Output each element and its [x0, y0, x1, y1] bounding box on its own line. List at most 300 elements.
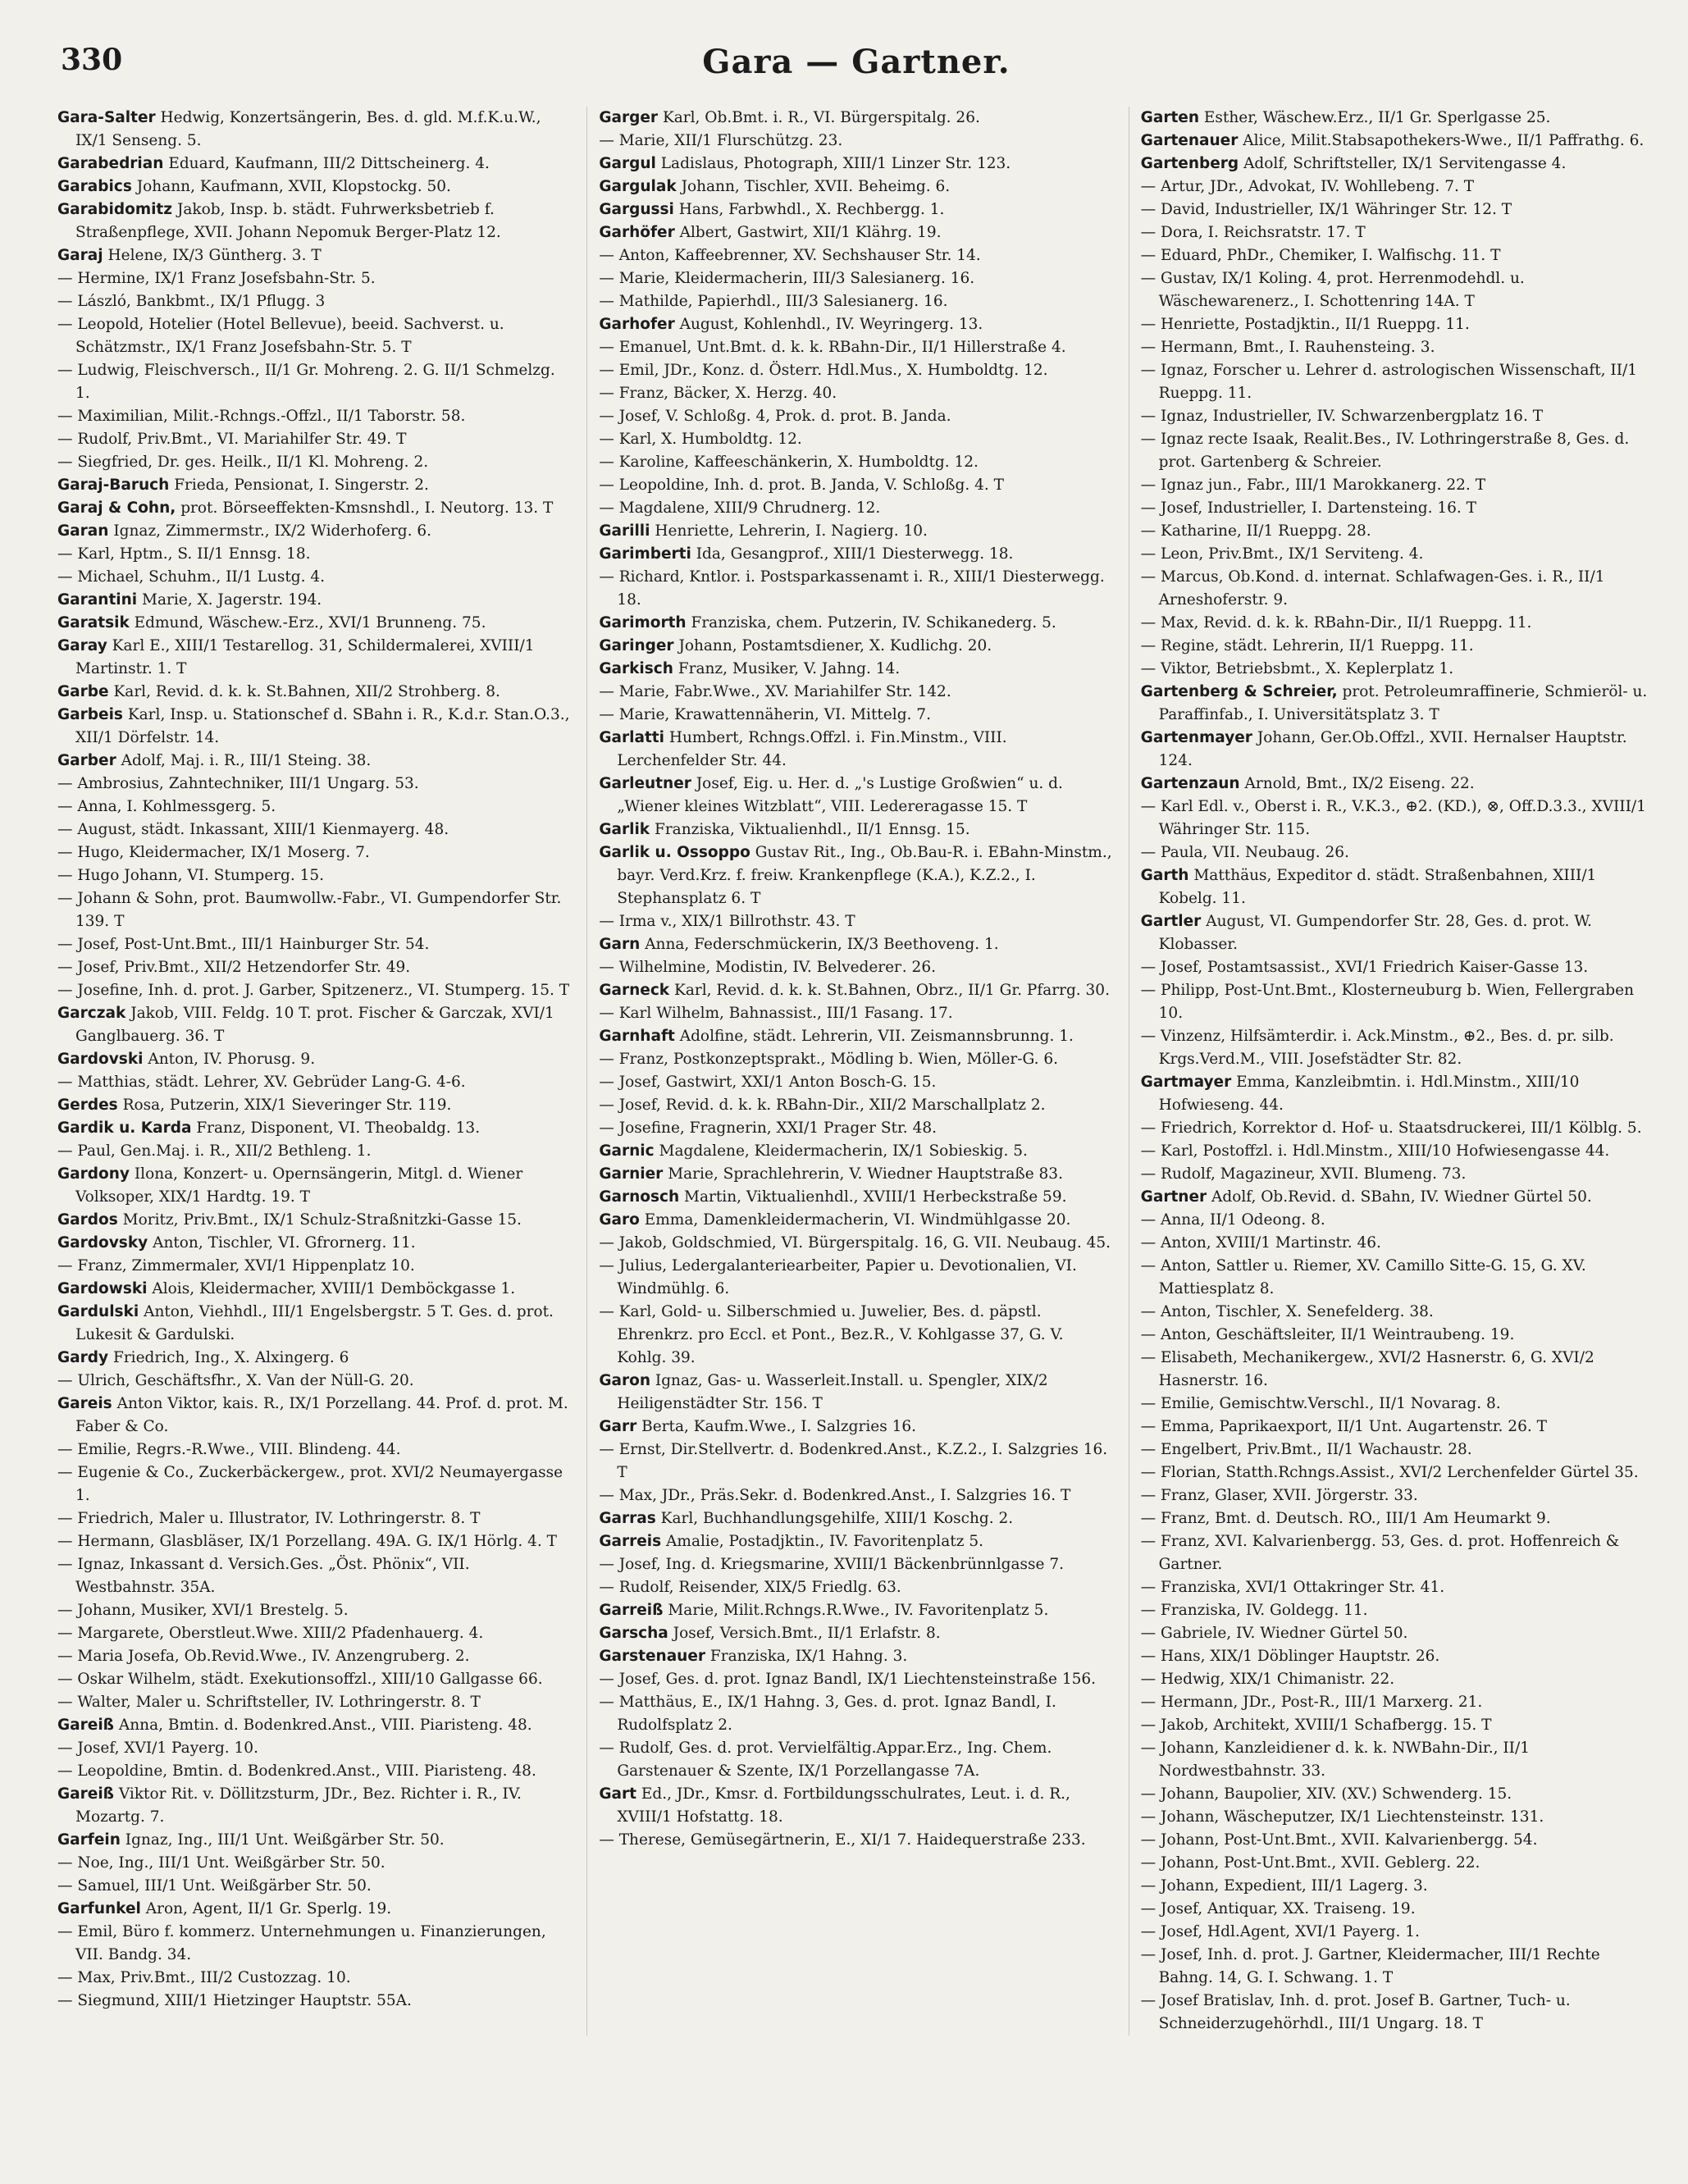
directory-entry	[599, 1140, 1113, 1163]
directory-entry	[57, 1622, 572, 1645]
directory-entry	[599, 1301, 1113, 1370]
entry-text: — Emanuel, Unt.Bmt. d. k. k. RBahn-Dir., II/1 Hillerstraße 4.	[599, 339, 1066, 356]
directory-entry	[57, 313, 572, 359]
directory-entry	[599, 1117, 1113, 1140]
directory-entry	[57, 359, 572, 405]
directory-entry	[57, 1278, 572, 1301]
entry-surname: Garr	[599, 1418, 637, 1435]
entry-text: — Michael, Schuhm., II/1 Lustg. 4.	[57, 568, 326, 586]
entry-text: — Max, Revid. d. k. k. RBahn-Dir., II/1 Rueppg. 11.	[1140, 614, 1532, 631]
entry-text: — Josef, Revid. d. k. k. RBahn-Dir., XII/2 Marschallplatz 2.	[599, 1097, 1046, 1114]
entry-text: — Ignaz recte Isaak, Realit.Bes., IV. Lothringerstraße 8, Ges. d. prot. Gartenberg & Schreier.	[1140, 431, 1630, 471]
entry-text: Moritz, Priv.Bmt., IX/1 Schulz-Straßnitzki-Gasse 15.	[122, 1211, 522, 1229]
entry-text: Franziska, Viktualienhdl., II/1 Ennsg. 15.	[655, 821, 970, 838]
entry-text: Friedrich, Ing., X. Alxingerg. 6	[113, 1349, 349, 1366]
directory-entry	[599, 313, 1113, 336]
directory-entry	[1141, 130, 1655, 153]
entry-text: Berta, Kaufm.Wwe., I. Salzgries 16.	[641, 1418, 917, 1435]
entry-surname: Garleutner	[599, 775, 691, 792]
entry-surname: Garger	[599, 109, 659, 126]
directory-entry	[1141, 1186, 1655, 1209]
entry-text: Ignaz, Gas- u. Wasserleit.Install. u. Spengler, XIX/2 Heiligenstädter Str. 156. T	[617, 1372, 1048, 1412]
directory-entry	[1141, 1852, 1655, 1875]
entry-text: — Vinzenz, Hilfsämterdir. i. Ack.Minstm., ⊕2., Bes. d. pr. silb. Krgs.Verd.M., VIII. Josefstädter Str. 82.	[1140, 1028, 1614, 1068]
directory-entry	[599, 1071, 1113, 1094]
entry-text: Anton, Tischler, VI. Gfrornerg. 11.	[153, 1234, 416, 1252]
entry-text: — Ignaz, Inkassant d. Versich.Ges. „Öst. Phönix“, VII. Westbahnstr. 35A.	[57, 1556, 470, 1596]
entry-surname: Gartmayer	[1140, 1074, 1232, 1091]
entry-text: — Jakob, Goldschmied, VI. Bürgerspitalg. 16, G. VII. Neubaug. 45.	[599, 1234, 1111, 1252]
directory-entry	[57, 153, 572, 176]
directory-entry	[599, 1737, 1113, 1783]
directory-entry	[57, 1209, 572, 1232]
entry-text: — Karl, X. Humboldtg. 12.	[599, 431, 802, 448]
entry-text: — Siegmund, XIII/1 Hietzinger Hauptstr. 55A.	[57, 1992, 412, 2009]
directory-entry	[57, 1668, 572, 1691]
entry-text: — Samuel, III/1 Unt. Weißgärber Str. 50.	[57, 1877, 372, 1894]
directory-entry	[1141, 405, 1655, 428]
directory-entry	[1141, 359, 1655, 405]
directory-entry	[599, 543, 1113, 566]
directory-entry	[57, 1461, 572, 1507]
entry-text: Adolf, Schriftsteller, IX/1 Servitengasse 4.	[1243, 155, 1567, 172]
entry-text: Marie, X. Jagerstr. 194.	[142, 591, 322, 609]
directory-entry	[1141, 1645, 1655, 1668]
entry-text: — Karl Edl. v., Oberst i. R., V.K.3., ⊕2. (KD.), ⊗, Off.D.3.3., XVIII/1 Währinger Str. 115.	[1140, 798, 1646, 838]
directory-entry	[1141, 910, 1655, 956]
entry-text: Franz, Disponent, VI. Theobaldg. 13.	[196, 1119, 481, 1137]
entry-text: — Rudolf, Ges. d. prot. Vervielfältig.Appar.Erz., Ing. Chem. Garstenauer & Szente, IX/1 Porzellangasse 7A.	[599, 1739, 1052, 1780]
entry-text: Edmund, Wäschew.-Erz., XVI/1 Brunneng. 75.	[134, 614, 486, 631]
entry-text: Adolf, Ob.Revid. d. SBahn, IV. Wiedner Gürtel 50.	[1211, 1188, 1592, 1206]
entry-surname: Garnic	[599, 1142, 655, 1160]
entry-text: — Matthäus, E., IX/1 Hahng. 3, Ges. d. prot. Ignaz Bandl, I. Rudolfsplatz 2.	[599, 1694, 1056, 1734]
entry-text: Karl, Revid. d. k. k. St.Bahnen, Obrz., II/1 Gr. Pfarrg. 30.	[674, 982, 1110, 999]
entry-surname: Gardik u. Karda	[57, 1119, 192, 1137]
entry-text: Ed., JDr., Kmsr. d. Fortbildungsschulrates, Leut. i. d. R., XVIII/1 Hofstattg. 18.	[617, 1785, 1070, 1826]
directory-entry	[1141, 1255, 1655, 1301]
entry-text: — Franz, Bäcker, X. Herzg. 40.	[599, 385, 837, 402]
entry-text: — Oskar Wilhelm, städt. Exekutionsoffzl., XIII/10 Gallgasse 66.	[57, 1671, 543, 1688]
entry-surname: Gara-Salter	[57, 109, 156, 126]
directory-entry	[57, 1990, 572, 2013]
entry-text: Arnold, Bmt., IX/2 Eiseng. 22.	[1244, 775, 1475, 792]
directory-entry	[1141, 1668, 1655, 1691]
directory-entry	[57, 704, 572, 750]
entry-surname: Gartler	[1140, 913, 1202, 930]
entry-text: — Marie, XII/1 Flurschützg. 23.	[599, 132, 843, 149]
directory-entry	[1141, 1783, 1655, 1806]
entry-text: — Karl Wilhelm, Bahnassist., III/1 Fasang. 17.	[599, 1005, 953, 1022]
directory-entry	[57, 176, 572, 198]
directory-entry	[599, 130, 1113, 153]
entry-surname: Garan	[57, 522, 109, 540]
directory-entry	[1141, 1829, 1655, 1852]
entry-text: — Ignaz, Industrieller, IV. Schwarzenbergplatz 16. T	[1140, 408, 1544, 425]
entry-text: Eduard, Kaufmann, III/2 Dittscheinerg. 4.	[168, 155, 490, 172]
entry-surname: Garon	[599, 1372, 651, 1389]
entry-surname: Garfunkel	[57, 1900, 141, 1917]
entry-surname: Garinger	[599, 637, 674, 654]
entry-text: — Rudolf, Magazineur, XVII. Blumeng. 73.	[1140, 1165, 1467, 1183]
entry-text: — Josef, Industrieller, I. Dartensteing. 16. T	[1140, 499, 1476, 517]
directory-entry	[599, 1484, 1113, 1507]
entry-surname: Garber	[57, 752, 116, 769]
directory-entry	[57, 1783, 572, 1829]
entry-text: — Anton, XVIII/1 Martinstr. 46.	[1140, 1234, 1381, 1252]
entry-text: Emma, Damenkleidermacherin, VI. Windmühlgasse 20.	[644, 1211, 1071, 1229]
entry-text: — Leon, Priv.Bmt., IX/1 Servitеng. 4.	[1140, 545, 1424, 563]
directory-entry	[57, 290, 572, 313]
entry-text: Anna, Bmtin. d. Bodenkred.Anst., VIII. Piaristeng. 48.	[118, 1717, 532, 1734]
directory-entry	[1141, 1347, 1655, 1393]
directory-entry	[599, 497, 1113, 520]
entry-text: — Regine, städt. Lehrerin, II/1 Rueppg. 11.	[1140, 637, 1474, 654]
entry-surname: Garreis	[599, 1533, 662, 1550]
entry-surname: Garn	[599, 936, 641, 953]
directory-entry	[1141, 313, 1655, 336]
entry-surname: Garantini	[57, 591, 138, 609]
directory-entry	[599, 704, 1113, 727]
directory-entry	[57, 750, 572, 773]
entry-text: — Johann, Kanzleidiener d. k. k. NWBahn-Dir., II/1 Nordwestbahnstr. 33.	[1140, 1739, 1530, 1780]
directory-entry	[57, 1645, 572, 1668]
directory-entry	[599, 1370, 1113, 1416]
directory-entry	[599, 635, 1113, 658]
directory-entry	[1141, 520, 1655, 543]
entry-text: Franziska, chem. Putzerin, IV. Schikanederg. 5.	[691, 614, 1056, 631]
entry-text: Magdalene, Kleidermacherin, IX/1 Sobieskig. 5.	[659, 1142, 1028, 1160]
directory-entry	[599, 1255, 1113, 1301]
entry-text: Karl, Revid. d. k. k. St.Bahnen, XII/2 Strohberg. 8.	[113, 683, 500, 700]
entry-text: — Mathilde, Papierhdl., III/3 Salesianerg. 16.	[599, 293, 948, 310]
directory-entry	[1141, 727, 1655, 773]
entry-text: — Hugo Johann, VI. Stumperg. 15.	[57, 867, 325, 884]
running-head: Gara — Gartner.	[702, 43, 1011, 81]
entry-surname: Garnosch	[599, 1188, 680, 1206]
directory-entry	[1141, 1393, 1655, 1416]
directory-entry	[599, 267, 1113, 290]
entry-text: — Wilhelmine, Modistin, IV. Belvederег. 26.	[599, 959, 936, 976]
directory-entry	[1141, 1232, 1655, 1255]
entry-surname: Garatsik	[57, 614, 130, 631]
directory-entry	[57, 1553, 572, 1599]
entry-text: — Leopold, Hotelier (Hotel Bellevue), beeid. Sachverst. u. Schätzmstr., IX/1 Franz Josefsbahn-Str. 5. T	[57, 316, 504, 356]
entry-text: — Josef, Inh. d. prot. J. Gartner, Kleidermacher, III/1 Rechte Bahng. 14, G. I. Schwang. 1. T	[1140, 1946, 1600, 1986]
directory-entry	[57, 1163, 572, 1209]
entry-text: Anton, Viehhdl., III/1 Engelsbergstr. 5 T. Ges. d. prot. Lukesit & Gardulski.	[75, 1303, 554, 1343]
directory-entry	[57, 1875, 572, 1898]
entry-text: — Friedrich, Maler u. Illustrator, IV. Lothringerstr. 8. T	[57, 1510, 481, 1527]
entry-surname: Garras	[599, 1510, 656, 1527]
directory-entry	[57, 451, 572, 474]
directory-entry	[1141, 1714, 1655, 1737]
directory-entry	[599, 474, 1113, 497]
directory-entry	[1141, 153, 1655, 176]
directory-entry	[1141, 474, 1655, 497]
entry-surname: Gartenzaun	[1140, 775, 1240, 792]
directory-entry	[599, 1668, 1113, 1691]
entry-text: — Johann, Baupolier, XIV. (XV.) Schwenderg. 15.	[1140, 1785, 1512, 1803]
directory-entry	[1141, 1209, 1655, 1232]
entry-text: Esther, Wäschew.Erz., II/1 Gr. Sperlgasse 25.	[1203, 109, 1551, 126]
entry-text: Ignaz, Zimmermstr., IX/2 Widerhoferg. 6.	[113, 522, 432, 540]
entry-text: — Anton, Tischler, X. Senefelderg. 38.	[1140, 1303, 1434, 1320]
directory-entry	[599, 841, 1113, 910]
directory-entry	[599, 1186, 1113, 1209]
directory-entry	[1141, 497, 1655, 520]
entry-text: — David, Industrieller, IX/1 Währinger Str. 12. T	[1140, 201, 1512, 218]
entry-surname: Gareiß	[57, 1785, 114, 1803]
entry-text: Aron, Agent, II/1 Gr. Sperlg. 19.	[145, 1900, 392, 1917]
entry-text: — Josef, Postamtsassist., XVI/1 Friedrich Kaiser-Gasse 13.	[1140, 959, 1589, 976]
entry-surname: Garneck	[599, 982, 670, 999]
directory-entry	[1141, 1806, 1655, 1829]
directory-entry	[57, 405, 572, 428]
entry-surname: Gardony	[57, 1165, 130, 1183]
entry-surname: Garhöfer	[599, 224, 675, 241]
directory-entry	[599, 1163, 1113, 1186]
directory-entry	[599, 1094, 1113, 1117]
entry-text: — Artur, JDr., Advokat, IV. Wohllebeng. 7. T	[1140, 178, 1475, 195]
entry-text: Humbert, Rchngs.Offzl. i. Fin.Minstm., VIII. Lerchenfelder Str. 44.	[617, 729, 1007, 769]
entry-surname: Garaj-Baruch	[57, 476, 170, 494]
entry-text: — Ambrosius, Zahntechniker, III/1 Ungarg. 53.	[57, 775, 419, 792]
entry-surname: Gartenmayer	[1140, 729, 1252, 746]
directory-entry	[599, 1829, 1113, 1852]
entry-text: — Max, JDr., Präs.Sekr. d. Bodenkred.Anst., I. Salzgries 16. T	[599, 1487, 1071, 1504]
entry-text: Martin, Viktualienhdl., XVIII/1 Herbeckstraße 59.	[684, 1188, 1067, 1206]
entry-surname: Garczak	[57, 1005, 126, 1022]
directory-entry	[57, 589, 572, 612]
entry-text: — Siegfried, Dr. ges. Heilk., II/1 Kl. Mohreng. 2.	[57, 454, 429, 471]
directory-entry	[1141, 773, 1655, 796]
directory-entry	[57, 612, 572, 635]
directory-entry	[57, 887, 572, 933]
entry-text: August, VI. Gumpendorfer Str. 28, Ges. d. prot. W. Klobasser.	[1158, 913, 1592, 953]
entry-surname: Gargulak	[599, 178, 677, 195]
directory-entry	[57, 1760, 572, 1783]
entry-surname: Gartenauer	[1140, 132, 1239, 149]
entry-surname: Garfein	[57, 1831, 121, 1849]
directory-entry	[1141, 841, 1655, 864]
entry-text: Anton, IV. Phorusg. 9.	[148, 1051, 316, 1068]
entry-surname: Gardy	[57, 1349, 109, 1366]
entry-text: — Anton, Kaffeebrenner, XV. Sechshauser Str. 14.	[599, 247, 981, 264]
entry-text: — Johann, Expedient, III/1 Lagerg. 3.	[1140, 1877, 1428, 1894]
entry-surname: Garreiß	[599, 1602, 664, 1619]
entry-surname: Garlatti	[599, 729, 664, 746]
directory-entry	[599, 176, 1113, 198]
entry-text: — Josef, Post-Unt.Bmt., III/1 Hainburger Str. 54.	[57, 936, 430, 953]
directory-entry	[57, 244, 572, 267]
directory-entry	[599, 1507, 1113, 1530]
entry-text: — Marie, Krawattennäherin, VI. Mittelg. 7.	[599, 706, 931, 723]
directory-entry	[599, 1599, 1113, 1622]
directory-entry	[1141, 107, 1655, 130]
directory-entry	[599, 1783, 1113, 1829]
column-1	[57, 107, 572, 2036]
directory-entry	[1141, 1484, 1655, 1507]
directory-entry	[57, 1232, 572, 1255]
directory-entry	[1141, 543, 1655, 566]
directory-entry	[1141, 1599, 1655, 1622]
directory-entry	[1141, 956, 1655, 979]
directory-entry	[57, 1094, 572, 1117]
entry-text: — Josef, Ing. d. Kriegsmarine, XVIII/1 Bäckenbrünnlgasse 7.	[599, 1556, 1064, 1573]
directory-entry	[599, 405, 1113, 428]
directory-entry	[1141, 1163, 1655, 1186]
directory-entry	[1141, 1301, 1655, 1324]
entry-surname: Garabics	[57, 178, 132, 195]
directory-entry	[57, 1370, 572, 1393]
directory-entry	[599, 1576, 1113, 1599]
entry-text: — Hermann, Bmt., I. Rauhensteing. 3.	[1140, 339, 1435, 356]
entry-surname: Gargul	[599, 155, 656, 172]
entry-surname: Garnhaft	[599, 1028, 675, 1045]
directory-entry	[1141, 796, 1655, 841]
entry-text: — Julius, Ledergalanteriearbeiter, Papier u. Devotionalien, VI. Windmühlg. 6.	[599, 1257, 1077, 1297]
directory-entry	[599, 910, 1113, 933]
entry-text: — Leopoldine, Bmtin. d. Bodenkred.Anst., VIII. Piaristeng. 48.	[57, 1762, 536, 1780]
directory-entry	[1141, 1990, 1655, 2036]
entry-text: — Ernst, Dir.Stellvertr. d. Bodenkred.Anst., K.Z.2., I. Salzgries 16. T	[599, 1441, 1108, 1481]
entry-text: Matthäus, Expeditor d. städt. Straßenbahnen, XIII/1 Kobelg. 11.	[1158, 867, 1597, 907]
directory-entry	[57, 1347, 572, 1370]
directory-entry	[57, 1599, 572, 1622]
entry-text: — Johann, Post-Unt.Bmt., XVII. Kalvarienbergg. 54.	[1140, 1831, 1538, 1849]
directory-entry	[57, 933, 572, 956]
entry-surname: Garbe	[57, 683, 109, 700]
entry-surname: Garnier	[599, 1165, 664, 1183]
entry-text: — Josef, Antiquar, XX. Traiseng. 19.	[1140, 1900, 1416, 1917]
directory-entry	[57, 198, 572, 244]
entry-text: — Emilie, Gemischtw.Verschl., II/1 Novarag. 8.	[1140, 1395, 1501, 1412]
entry-text: — Marie, Fabr.Wwe., XV. Mariahilfer Str. 142.	[599, 683, 951, 700]
directory-entry	[599, 818, 1113, 841]
directory-entry	[57, 566, 572, 589]
entry-text: Johann, Tischler, XVII. Beheimg. 6.	[681, 178, 951, 195]
entry-text: — Henriette, Postadjktin., II/1 Rueppg. 11.	[1140, 316, 1470, 333]
entry-text: Johann, Postamtsdiener, X. Kudlichg. 20.	[678, 637, 992, 654]
entry-text: — Marcus, Ob.Kond. d. internat. Schlafwagen-Ges. i. R., II/1 Arneshoferstr. 9.	[1140, 568, 1605, 609]
entry-text: — Johann & Sohn, prot. Baumwollw.-Fabr., VI. Gumpendorfer Str. 139. T	[57, 890, 562, 930]
entry-text: — Johann, Musiker, XVI/1 Brestelg. 5.	[57, 1602, 349, 1619]
entry-text: — Leopoldine, Inh. d. prot. B. Janda, V. Schloßg. 4. T	[599, 476, 1004, 494]
entry-surname: Garaj & Cohn,	[57, 499, 176, 517]
entry-text: — Hermann, Glasbläser, IX/1 Porzellang. 49A. G. IX/1 Hörlg. 4. T	[57, 1533, 558, 1550]
entry-text: — Paula, VII. Neubaug. 26.	[1140, 844, 1349, 861]
entry-text: Emma, Kanzleibmtin. i. Hdl.Minstm., XIII/10 Hofwieseng. 44.	[1158, 1074, 1580, 1114]
entry-text: Alois, Kleidermacher, XVIII/1 Demböckgasse 1.	[152, 1280, 516, 1297]
entry-text: Karl, Ob.Bmt. i. R., VI. Bürgerspitalg. 26.	[662, 109, 980, 126]
entry-text: — Magdalene, XIII/9 Chrudnerg. 12.	[599, 499, 881, 517]
entry-surname: Gardos	[57, 1211, 118, 1229]
directory-entry	[1141, 1025, 1655, 1071]
directory-entry	[599, 933, 1113, 956]
entry-text: — Maria Josefa, Ob.Revid.Wwe., IV. Anzengruberg. 2.	[57, 1648, 470, 1665]
directory-entry	[599, 1209, 1113, 1232]
entry-surname: Gart	[599, 1785, 636, 1803]
entry-text: — Karl, Hptm., S. II/1 Ennsg. 18.	[57, 545, 311, 563]
directory-entry	[1141, 1921, 1655, 1944]
entry-text: Karl E., XIII/1 Testarellog. 31, Schildermalerei, XVIII/1 Martinstr. 1. T	[75, 637, 535, 677]
entry-text: — Florian, Statth.Rchngs.Assist., XVI/2 Lerchenfelder Gürtel 35.	[1140, 1464, 1639, 1481]
entry-surname: Garilli	[599, 522, 650, 540]
directory-entry	[599, 566, 1113, 612]
directory-entry	[57, 841, 572, 864]
entry-text: — Karl, Gold- u. Silberschmied u. Juwelier, Bes. d. päpstl. Ehrenkrz. pro Eccl. et Pont., Bez.R., V. Kohlgasse 37, G. V. Kohlg. 39.	[599, 1303, 1064, 1366]
entry-surname: Garten	[1140, 109, 1200, 126]
entry-text: — Josef, Priv.Bmt., XII/2 Hetzendorfer Str. 49.	[57, 959, 411, 976]
entry-surname: Garth	[1140, 867, 1189, 884]
entry-text: — Franz, Glaser, XVII. Jörgerstr. 33.	[1140, 1487, 1418, 1504]
entry-surname: Garlik	[599, 821, 650, 838]
entry-surname: Garo	[599, 1211, 640, 1229]
entry-text: — Katharine, II/1 Rueppg. 28.	[1140, 522, 1371, 540]
directory-entry	[1141, 1576, 1655, 1599]
entry-text: — Richard, Kntlor. i. Postsparkassenamt i. R., XIII/1 Diesterwegg. 18.	[599, 568, 1105, 609]
entry-surname: Gardovsky	[57, 1234, 148, 1252]
entry-text: Helene, IX/3 Güntherg. 3. T	[107, 247, 322, 264]
directory-entry	[57, 1921, 572, 1967]
entry-text: — Emil, JDr., Konz. d. Österr. Hdl.Mus., X. Humboldtg. 12.	[599, 362, 1048, 379]
entry-text: — Josefine, Inh. d. prot. J. Garber, Spitzenerz., VI. Stumperg. 15. T	[57, 982, 570, 999]
entry-text: — Franz, XVI. Kalvarienbergg. 53, Ges. d. prot. Hoffenreich & Gartner.	[1140, 1533, 1620, 1573]
directory-entry	[1141, 1530, 1655, 1576]
entry-text: Karl, Insp. u. Stationschef d. SBahn i. R., K.d.r. Stan.O.3., XII/1 Dörfelstr. 14.	[75, 706, 570, 746]
entry-text: — Ignaz, Forscher u. Lehrer d. astrologischen Wissenschaft, II/1 Rueppg. 11.	[1140, 362, 1638, 402]
directory-entry	[57, 1048, 572, 1071]
entry-text: — Engelbert, Priv.Bmt., II/1 Wachaustr. 28.	[1140, 1441, 1472, 1458]
directory-entry	[57, 818, 572, 841]
directory-entry	[57, 1439, 572, 1461]
column-3	[1129, 107, 1655, 2036]
directory-entry	[1141, 1439, 1655, 1461]
entry-text: Adolfine, städt. Lehrerin, VII. Zeismannsbrunng. 1.	[679, 1028, 1074, 1045]
entry-text: Franz, Musiker, V. Jahng. 14.	[677, 660, 901, 677]
entry-surname: Gartenberg & Schreier,	[1140, 683, 1338, 700]
directory-entry	[57, 474, 572, 497]
entry-surname: Gardovski	[57, 1051, 144, 1068]
directory-entry	[599, 612, 1113, 635]
directory-entry	[599, 244, 1113, 267]
entry-text: — Jakob, Architekt, XVIII/1 Schafbergg. 15. T	[1140, 1717, 1492, 1734]
directory-entry	[57, 1530, 572, 1553]
directory-entry	[1141, 1324, 1655, 1347]
entry-text: — Rudolf, Priv.Bmt., VI. Mariahilfer Str. 49. T	[57, 431, 407, 448]
entry-text: — Franz, Postkonzeptsprakt., Mödling b. Wien, Möller-G. 6.	[599, 1051, 1059, 1068]
entry-text: Johann, Ger.Ob.Offzl., XVII. Hernalser Hauptstr. 124.	[1158, 729, 1627, 769]
entry-surname: Gargussi	[599, 201, 674, 218]
directory-entry	[599, 107, 1113, 130]
directory-entry	[1141, 267, 1655, 313]
entry-text: — Gabriele, IV. Wiedner Gürtel 50.	[1140, 1625, 1408, 1642]
entry-text: — Maximilian, Milit.-Rchngs.-Offzl., II/1 Taborstr. 58.	[57, 408, 466, 425]
directory-entry	[599, 451, 1113, 474]
directory-entry	[1141, 681, 1655, 727]
entry-text: — Therese, Gemüsegärtnerin, E., XI/1 7. Haidequerstraße 233.	[599, 1831, 1086, 1849]
entry-text: August, Kohlenhdl., IV. Weyringerg. 13.	[679, 316, 983, 333]
entry-surname: Gardulski	[57, 1303, 139, 1320]
directory-entry	[599, 727, 1113, 773]
entry-text: — Franziska, XVI/1 Ottakringer Str. 41.	[1140, 1579, 1445, 1596]
directory-entry	[57, 1852, 572, 1875]
directory-entry	[1141, 428, 1655, 474]
directory-entry	[599, 979, 1113, 1002]
directory-entry	[57, 773, 572, 796]
entry-text: — Ignaz jun., Fabr., III/1 Marokkanerg. 22. T	[1140, 476, 1486, 494]
